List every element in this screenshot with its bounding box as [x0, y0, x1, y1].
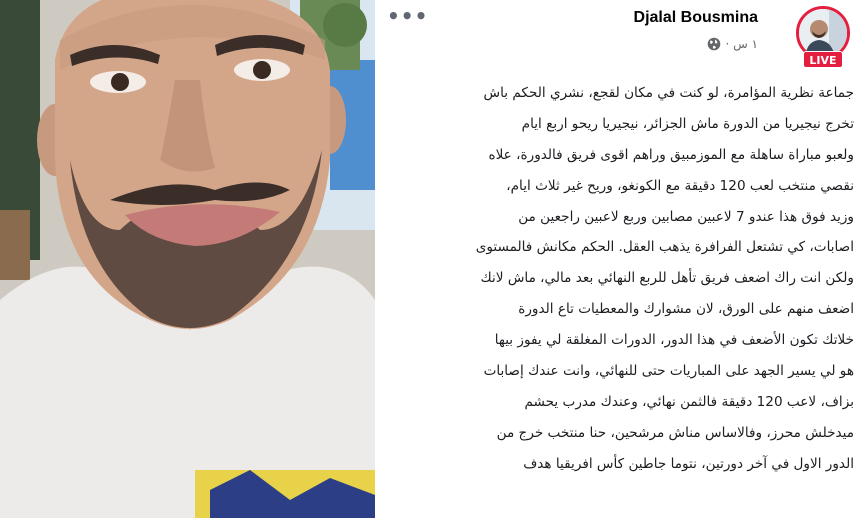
post-line: ولعبو مباراة ساهلة مع الموزمبيق وراهم اقوى فريق فالدورة، علاه: [488, 146, 854, 163]
post-line: الدور الاول في آخر دورتين، نتوما جاطين كأس افريقيا هدف: [523, 455, 854, 472]
post-line: اصابات، كي تشتعل الفرافرة يذهب العقل. الحكم مكانش فالمستوى: [475, 239, 854, 256]
post-body: [387, 78, 854, 480]
post-line: ولكن انت راك اضعف فريق تأهل للربع النهائي بعد مالي، ماش لانك: [480, 270, 854, 287]
globe-icon: [707, 37, 721, 51]
man-portrait-illustration: [0, 0, 375, 518]
author-avatar-live[interactable]: [794, 6, 854, 68]
post-line: ميدخلش محرز، وفالاساس مناش مرشحين، حنا منتخب خرج من: [496, 424, 854, 441]
profile-photo: [0, 0, 375, 518]
post-line: وزيد فوق هذا عندو 7 لاعبين مصابين وربع لاعبين راجعين من: [518, 208, 854, 225]
post-line: بزاف، لاعب 120 دقيقة فالثمن نهائي، وعندك مدرب يحشم: [524, 393, 854, 410]
post-line: تخرج نيجيريا من الدورة ماش الجزائر، نيجيريا ريحو اربع ايام: [521, 115, 854, 132]
post-panel: [375, 0, 864, 518]
live-badge: LIVE: [803, 51, 843, 68]
more-options-icon[interactable]: •••: [387, 4, 429, 28]
post-time[interactable]: ١ س ·: [725, 37, 758, 51]
post-line: جماعة نظرية المؤامرة، لو كنت في مكان لقجع، نشري الحكم باش: [483, 85, 854, 101]
post-line: نقصي منتخب لعب 120 دقيقة مع الكونغو، وريح غير ثلاث ايام،: [506, 177, 854, 194]
author-name[interactable]: Djalal Bousmina: [633, 9, 758, 26]
post-meta: [707, 36, 758, 52]
post-line: خلاتك تكون الأضعف في هذا الدور، الدورات المغلقة لي يفوز بيها: [494, 332, 854, 349]
post-line: هو لي يسير الجهد على المباريات حتى للنهائي، وانت عندك إصابات: [483, 363, 854, 380]
post-line: اضعف منهم على الورق، لان مشوارك والمعطيات تاع الدورة: [518, 301, 854, 318]
